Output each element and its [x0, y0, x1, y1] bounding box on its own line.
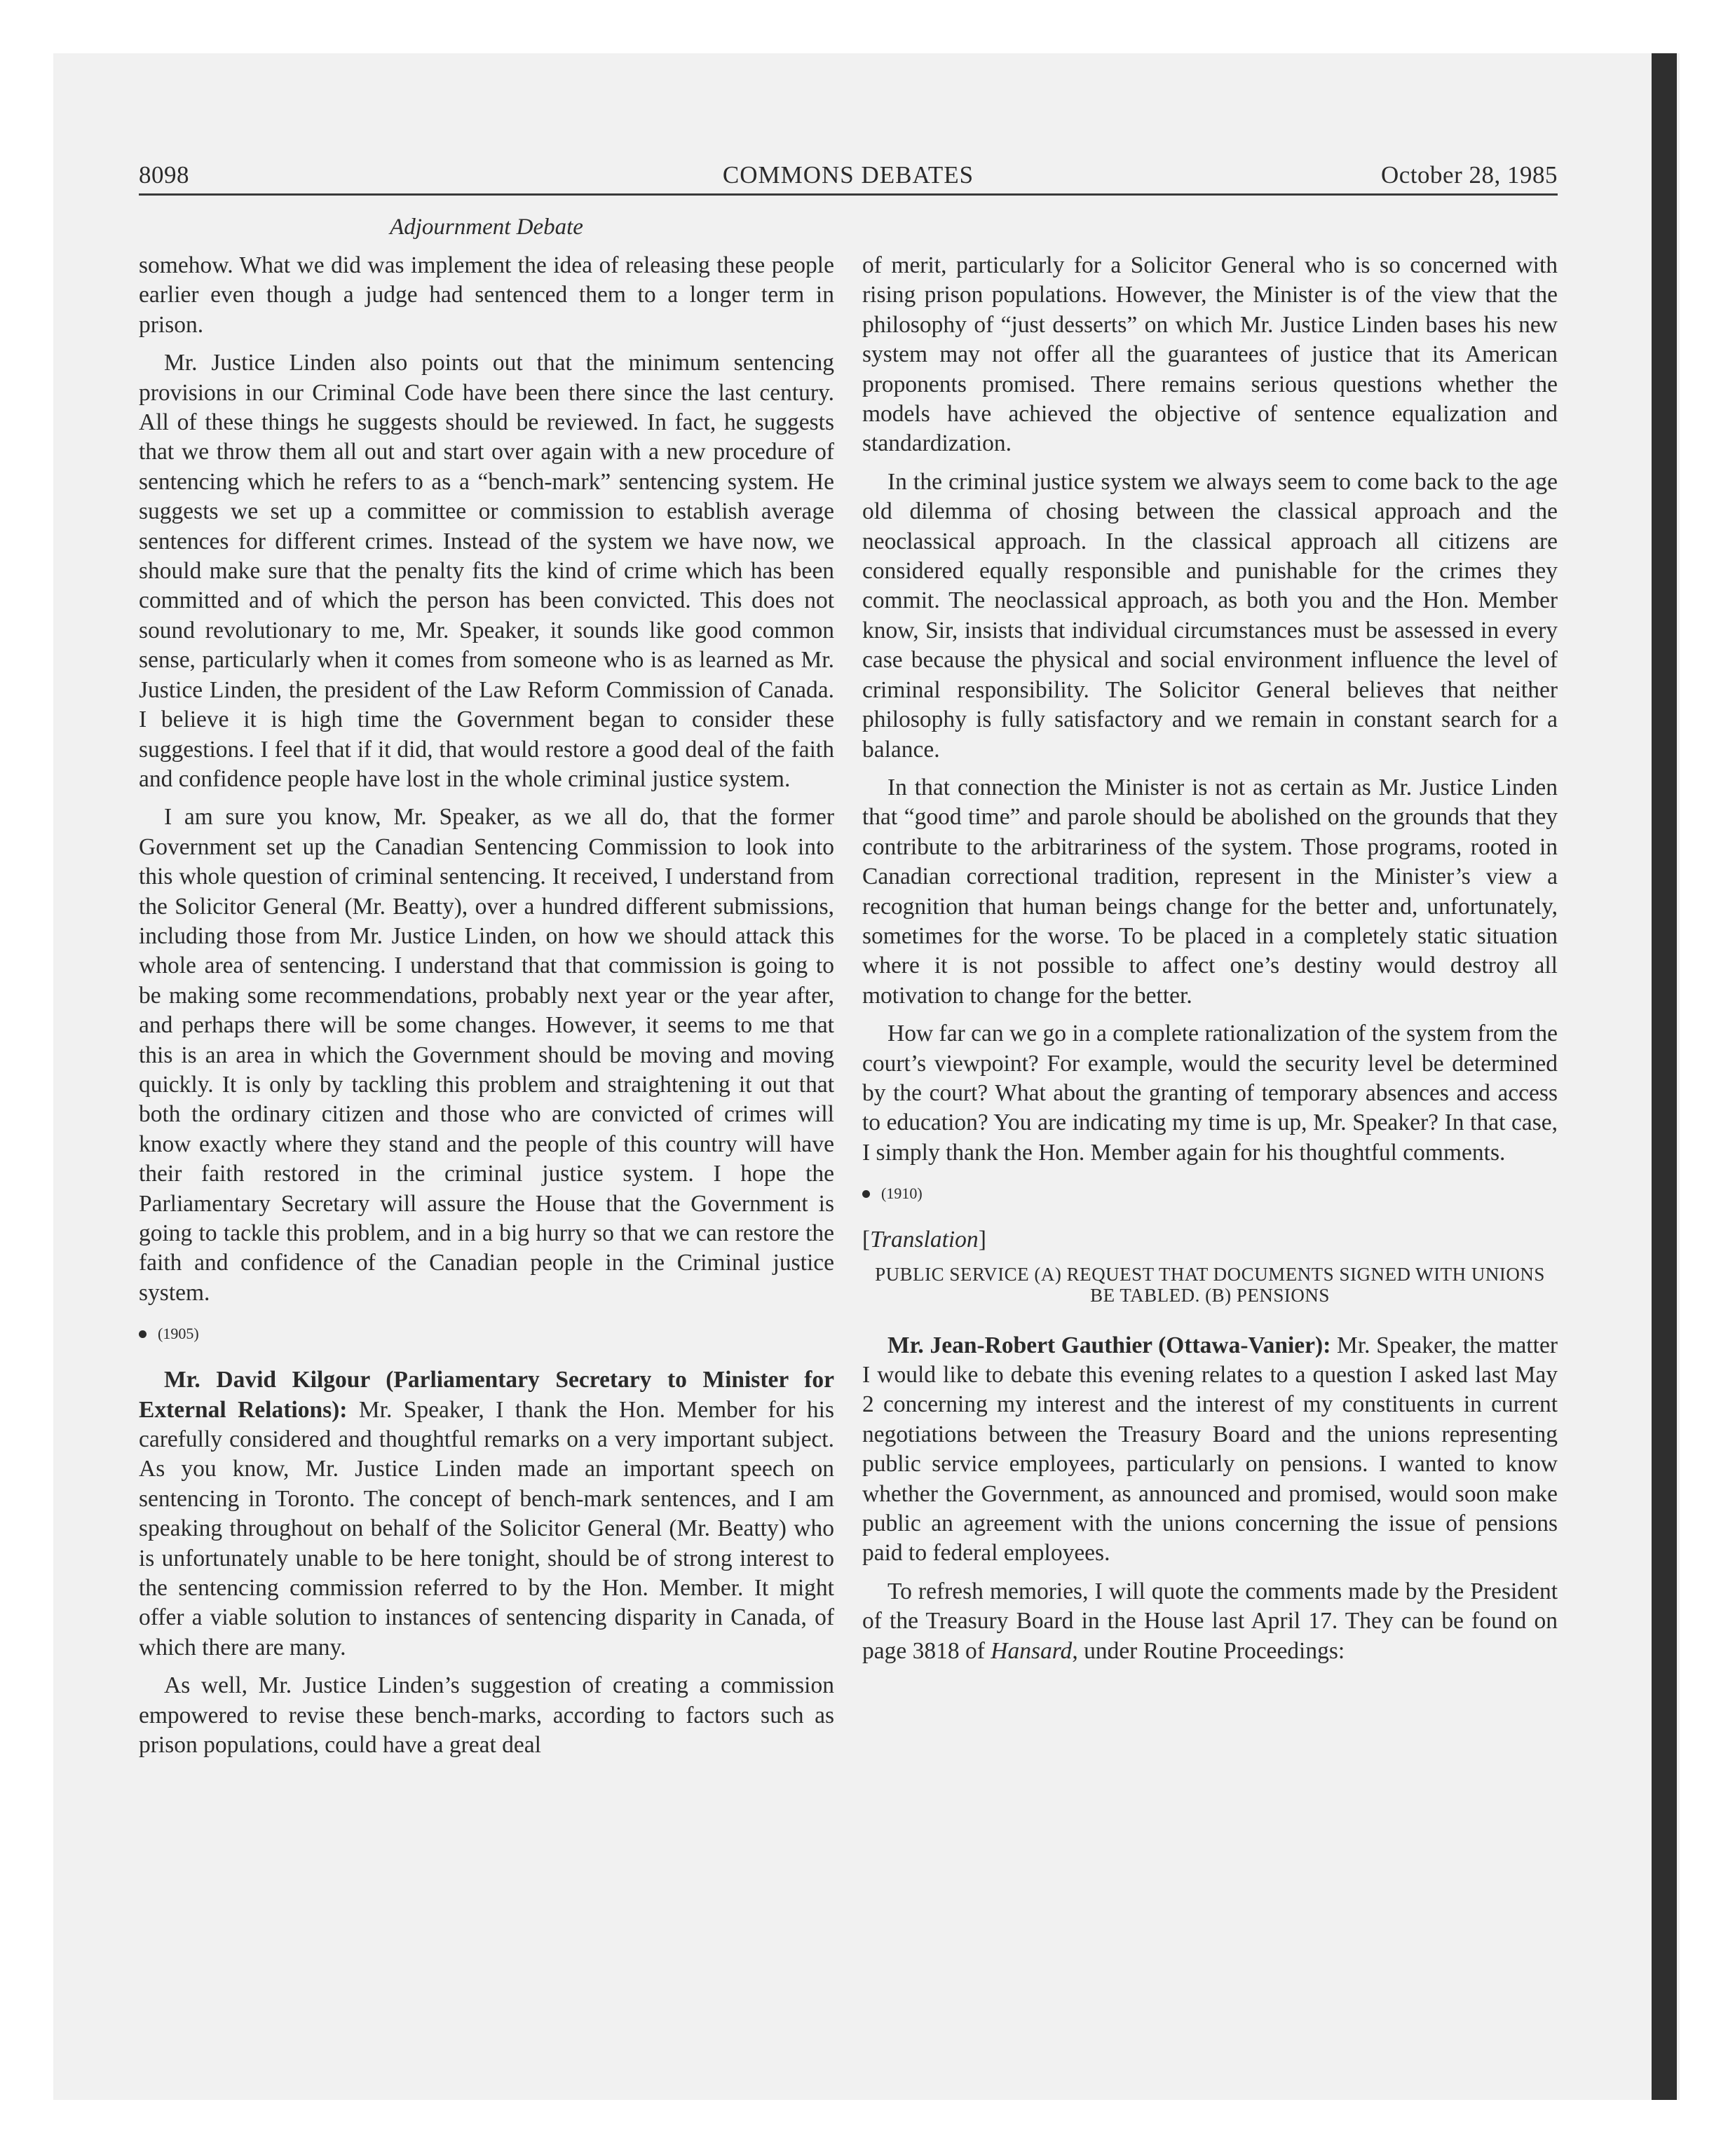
journal-title: COMMONS DEBATES [722, 161, 974, 189]
right-column [862, 251, 1558, 1674]
speech-text: To refresh memories, I will quote the comments made by the President of the Treasury Board in the House last April 17. They can be found on page 3818 of [862, 1578, 1558, 1664]
paragraph: As well, Mr. Justice Linden’s suggestion of creating a commission empowered to revise these bench-marks, according to factors such as prison populations, could have a great deal [139, 1672, 834, 1759]
paragraph [862, 1577, 1558, 1666]
paragraph: In the criminal justice system we always seem to come back to the age old dilemma of chosing between the classical approach and the neoclassical approach. In the classical approach all citizens are considered equally responsible and punishable for the crimes they commit. The neoclassical approach, as both you and the Hon. Member know, Sir, insists that individual circumstances must be assessed in every case because the physical and social environment influence the level of criminal responsibility. The Solicitor General believes that neither philosophy is fully satisfactory and we remain in constant search for a balance. [862, 468, 1558, 763]
paragraph [862, 1331, 1558, 1569]
speech-text: Mr. Speaker, I thank the Hon. Member for his carefully considered and thoughtful remarks on a very important subject. As you know, Mr. Justice Linden made an important speech on sentencing in Toronto. The concept of bench-mark sentences, and I am speaking throughout on behalf of the Solicitor General (Mr. Beatty) who is unfortunately unable to be here tonight, should be of strong interest to the sentencing commission referred to by the Hon. Member. It might offer a viable solution to instances of sentencing disparity in Canada, of which there are many. [139, 1396, 834, 1660]
paragraph: Mr. Justice Linden also points out that the minimum sentencing provisions in our Criminal Code have been there since the last century. All of these things he suggests should be reviewed. In fact, he suggests that we throw them all out and start over again with a new procedure of sentencing which he refers to as a “bench-mark” sentencing system. He suggests we set up a committee or commission to establish average sentences for different crimes. Instead of the system we have now, we should make sure that the penalty fits the kind of crime which has been committed and of which the person has been convicted. This does not sound revolutionary to me, Mr. Speaker, it sounds like good common sense, particularly when it comes from someone who is as learned as Mr. Justice Linden, the president of the Law Reform Commission of Canada. I believe it is high time the Government began to consider these suggestions. I feel that if it did, that would restore a good deal of the faith and confidence people have lost in the whole criminal justice system. [139, 350, 834, 792]
time-marker-label: (1910) [881, 1185, 923, 1203]
bullet-icon [139, 1330, 147, 1338]
translation-label: [Translation] [862, 1227, 986, 1253]
header-date: October 28, 1985 [1381, 161, 1558, 189]
paragraph: I am sure you know, Mr. Speaker, as we all do, that the former Government set up the Canadian Sentencing Commission to look into this whole question of criminal sentencing. It received, I understand from the Solicitor General (Mr. Beatty), over a hundred different submissions, including those from Mr. Justice Linden, on how we should attack this whole area of sentencing. I understand that that commission is going to be making some recommendations, probably next year or the year after, and perhaps there will be some changes. However, it seems to me that this is an area in which the Government should be moving and moving quickly. It is only by tackling this problem and straightening it out that both the ordinary citizen and those who are convicted of crimes will know exactly where they stand and the people of this country will have their faith restored in the criminal justice system. I hope the Parliamentary Secretary will assure the House that the Government is going to tackle this problem, and in a big hurry so that we can restore the faith and confidence of the Canadian people in the Criminal justice system. [139, 804, 834, 1306]
speaker-name: Mr. David Kilgour (Parliamentary Secretary to Minister for External Relations): [139, 1367, 834, 1423]
paragraph: of merit, particularly for a Solicitor General who is so concerned with rising prison populations. However, the Minister is of the view that the philosophy of “just desserts” on which Mr. Justice Linden bases his new system may not offer all the guarantees of justice that its American proponents promised. There remains serious questions whether the models have achieved the objective of sentence equalization and standardization. [862, 252, 1558, 457]
speech-text: , under Routine Proceedings: [1072, 1637, 1345, 1664]
translation-text: Translation [870, 1227, 979, 1253]
paragraph [139, 1365, 834, 1663]
time-marker [862, 1183, 1558, 1204]
subject-title: PUBLIC SERVICE (A) REQUEST THAT DOCUMENTS SIGNED WITH UNIONS BE TABLED. (B) PENSIONS [875, 1263, 1545, 1306]
running-header [139, 161, 1558, 192]
left-column [139, 251, 834, 1769]
time-marker [139, 1323, 834, 1344]
binding-edge [1652, 53, 1677, 2100]
paragraph: somehow. What we did was implement the idea of releasing these people earlier even though a judge had sentenced them to a longer term in prison. [139, 252, 834, 338]
paragraph: How far can we go in a complete rationalization of the system from the court’s viewpoint? For example, would the security level be determined by the court? What about the granting of temporary absences and access to education? You are indicating my time is up, Mr. Speaker? In that case, I simply thank the Hon. Member again for his thoughtful comments. [862, 1021, 1558, 1166]
speaker-name: Mr. Jean-Robert Gauthier (Ottawa-Vanier): [887, 1332, 1331, 1358]
time-marker-label: (1905) [158, 1325, 199, 1343]
publication-name: Hansard [991, 1637, 1073, 1664]
speech-text: Mr. Speaker, the matter I would like to debate this evening relates to a question I asked last May 2 concerning my interest and the interest of my constituents in current negotiations between the Treasury Board and the unions representing public service employees, particularly on pensions. I wanted to know whether the Government, as announced and promised, would soon make public an agreement with the unions concerning the issue of pensions paid to federal employees. [862, 1332, 1558, 1567]
header-rule [139, 193, 1558, 196]
section-heading: Adjournment Debate [390, 214, 583, 240]
paragraph: In that connection the Minister is not as certain as Mr. Justice Linden that “good time” and parole should be abolished on the grounds that they contribute to the arbitrariness of the system. Those programs, rooted in Canadian correctional tradition, represent in the Minister’s view a recognition that human beings change for the better and, unfortunately, sometimes for the worse. To be placed in a completely static situation where it is not possible to affect one’s destiny would destroy all motivation to change for the better. [862, 774, 1558, 1009]
page-number: 8098 [139, 161, 189, 189]
bullet-icon [862, 1190, 870, 1198]
